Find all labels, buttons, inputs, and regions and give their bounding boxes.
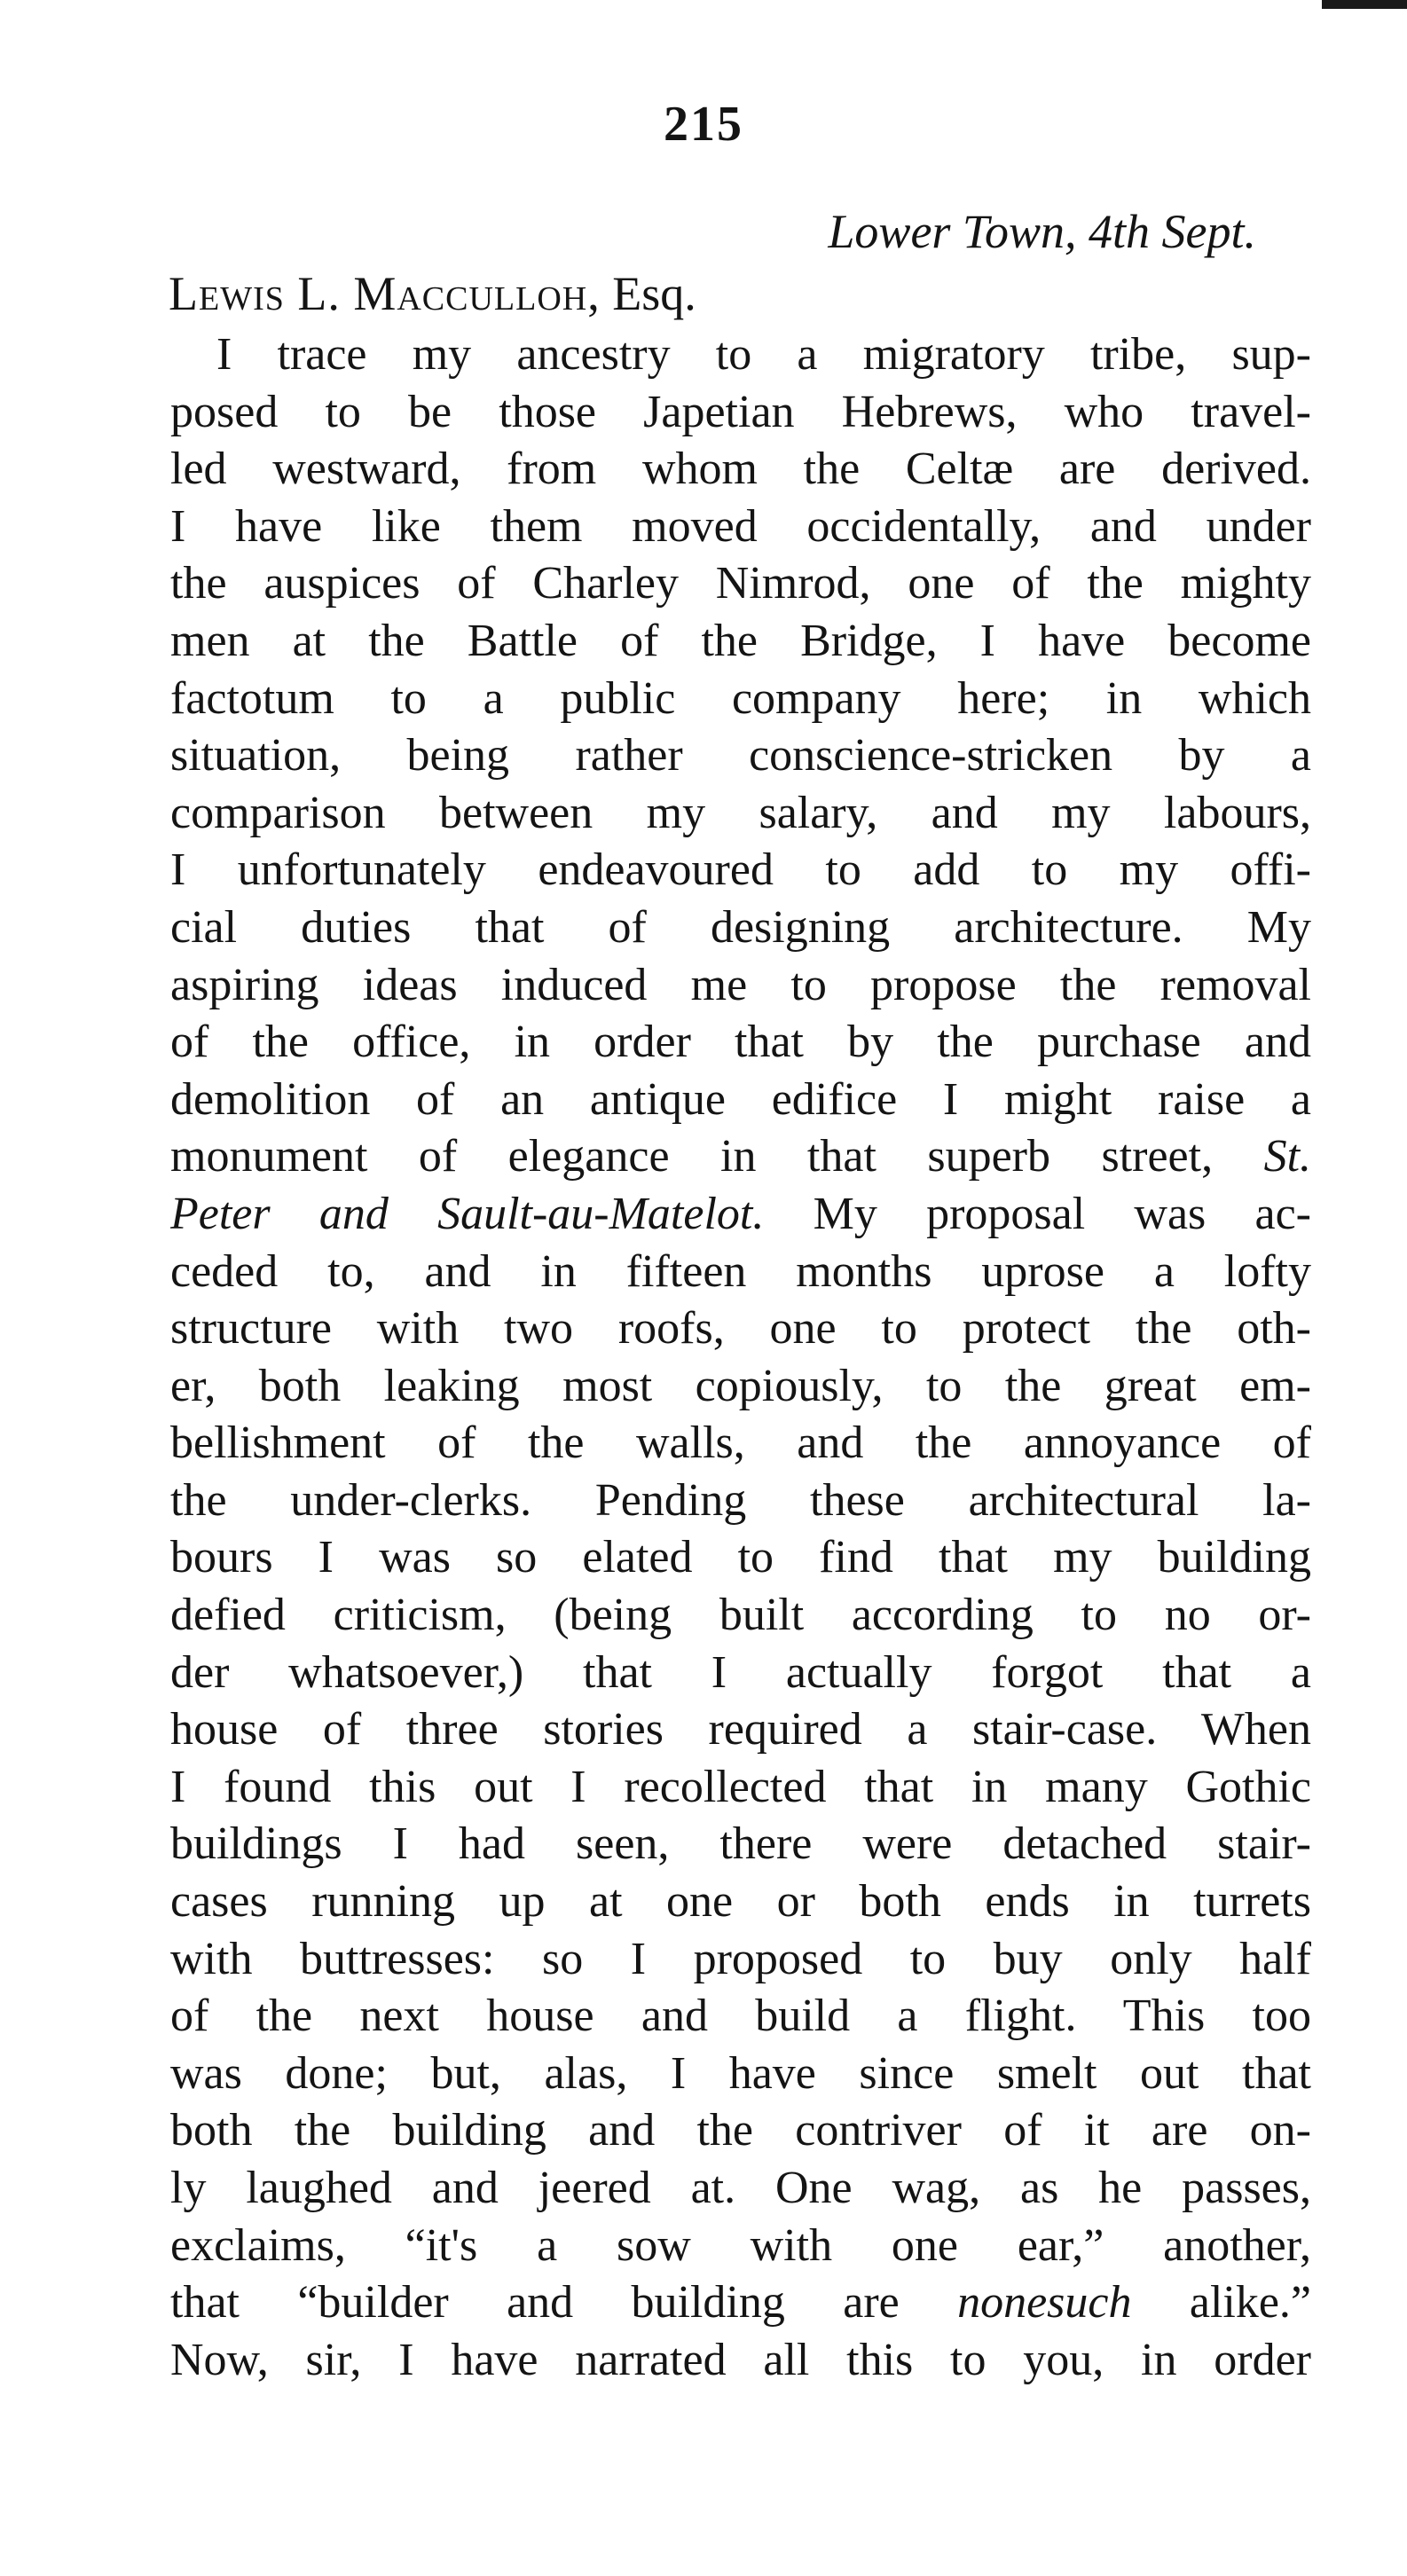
line-text: ly laughed and jeered at. One wag, as he passes, — [170, 2163, 1311, 2213]
italic-text: St. — [1263, 1131, 1311, 1182]
line-text: Now, sir, I have narrated all this to you, in order — [170, 2334, 1311, 2385]
text-line — [170, 1473, 1311, 1530]
line-text: of the next house and build a flight. This too — [170, 1991, 1311, 2042]
text-line — [170, 1244, 1311, 1301]
text-line — [170, 842, 1311, 899]
salutation-suffix: Esq. — [612, 267, 696, 320]
line-text: aspiring ideas induced me to propose the removal — [170, 959, 1311, 1010]
line-text: exclaims, “it's a sow with one ear,” another, — [170, 2219, 1311, 2271]
text-line — [170, 1358, 1311, 1416]
line-text: cial duties that of designing architecture. My — [170, 901, 1311, 953]
text-line — [170, 1014, 1311, 1072]
line-text: that “builder and building are — [170, 2277, 900, 2329]
text-line — [170, 2160, 1311, 2218]
line-text: bours I was so elated to find that my building — [170, 1532, 1311, 1583]
text-line — [170, 1759, 1311, 1817]
text-line — [170, 1873, 1311, 1931]
line-text: ceded to, and in fifteen months uprose a lofty — [170, 1245, 1311, 1297]
line-text: the auspices of Charley Nimrod, one of the mighty — [170, 558, 1311, 609]
text-line — [170, 899, 1311, 957]
line-text: of the office, in order that by the purchase and — [170, 1017, 1311, 1068]
line-text: was done; but, alas, I have since smelt out that — [170, 2047, 1311, 2099]
text-line — [170, 2102, 1311, 2160]
text-line — [170, 2046, 1311, 2103]
text-line — [170, 613, 1311, 671]
line-text: I have like them moved occidentally, and under — [170, 500, 1311, 552]
letter-salutation — [169, 266, 696, 321]
text-line — [170, 957, 1311, 1015]
text-line — [170, 1816, 1311, 1873]
line-text: buildings I had seen, there were detached stair- — [170, 1818, 1311, 1870]
text-line — [170, 2274, 1311, 2332]
italic-text: Peter and Sault-au-Matelot. — [170, 1188, 765, 1239]
text-line — [170, 1701, 1311, 1759]
line-text: I found this out I recollected that in many Gothic — [170, 1761, 1311, 1812]
line-text: My proposal was ac- — [813, 1188, 1311, 1239]
text-line — [170, 727, 1311, 785]
text-line — [170, 1300, 1311, 1358]
line-text: men at the Battle of the Bridge, I have become — [170, 615, 1311, 666]
text-line — [170, 785, 1311, 843]
letter-dateline: Lower Town, 4th Sept. — [828, 205, 1256, 258]
text-line — [170, 1988, 1311, 2046]
line-text: cases running up at one or both ends in turrets — [170, 1876, 1311, 1928]
text-line — [170, 1931, 1311, 1989]
text-line — [170, 1587, 1311, 1645]
line-text: bellishment of the walls, and the annoyance of — [170, 1418, 1311, 1469]
text-line — [170, 441, 1311, 499]
line-text: both the building and the contriver of it are on- — [170, 2105, 1311, 2156]
text-line — [170, 1128, 1311, 1186]
text-line — [170, 2218, 1311, 2275]
text-line — [170, 1645, 1311, 1702]
line-text: led westward, from whom the Celtæ are derived. — [170, 444, 1311, 495]
text-line — [170, 2332, 1311, 2390]
text-line — [170, 499, 1311, 556]
line-text: situation, being rather conscience-stricken by a — [170, 730, 1311, 781]
top-edge-mark — [1322, 0, 1407, 9]
text-line — [170, 384, 1311, 442]
line-text: alike.” — [1189, 2277, 1311, 2329]
text-line — [170, 1415, 1311, 1473]
letter-body — [170, 326, 1311, 2389]
italic-text: nonesuch — [957, 2277, 1132, 2329]
line-text: demolition of an antique edifice I might raise a — [170, 1073, 1311, 1125]
line-text: I unfortunately endeavoured to add to my offi- — [170, 844, 1311, 896]
text-line — [170, 671, 1311, 728]
line-text: comparison between my salary, and my labours, — [170, 787, 1311, 838]
text-line — [170, 326, 1311, 384]
line-text: the under-clerks. Pending these architectural la- — [170, 1474, 1311, 1526]
salutation-name: Lewis L. Macculloh, — [169, 267, 601, 320]
text-line — [170, 1072, 1311, 1129]
line-text: defied criticism, (being built according to no or- — [170, 1590, 1311, 1641]
line-text: I trace my ancestry to a migratory tribe, sup- — [216, 329, 1311, 380]
line-text: posed to be those Japetian Hebrews, who travel- — [170, 386, 1311, 437]
line-text: house of three stories required a stair-case. When — [170, 1704, 1311, 1755]
text-line — [170, 555, 1311, 613]
line-text: er, both leaking most copiously, to the great em- — [170, 1360, 1311, 1411]
page-number: 215 — [664, 97, 743, 152]
line-text: factotum to a public company here; in which — [170, 672, 1311, 724]
text-line — [170, 1186, 1311, 1244]
line-text: der whatsoever,) that I actually forgot that a — [170, 1646, 1311, 1698]
text-line — [170, 1529, 1311, 1587]
line-text: monument of elegance in that superb street, — [170, 1131, 1214, 1182]
line-text: structure with two roofs, one to protect the oth- — [170, 1303, 1311, 1355]
line-text: with buttresses: so I proposed to buy only half — [170, 1933, 1311, 1984]
